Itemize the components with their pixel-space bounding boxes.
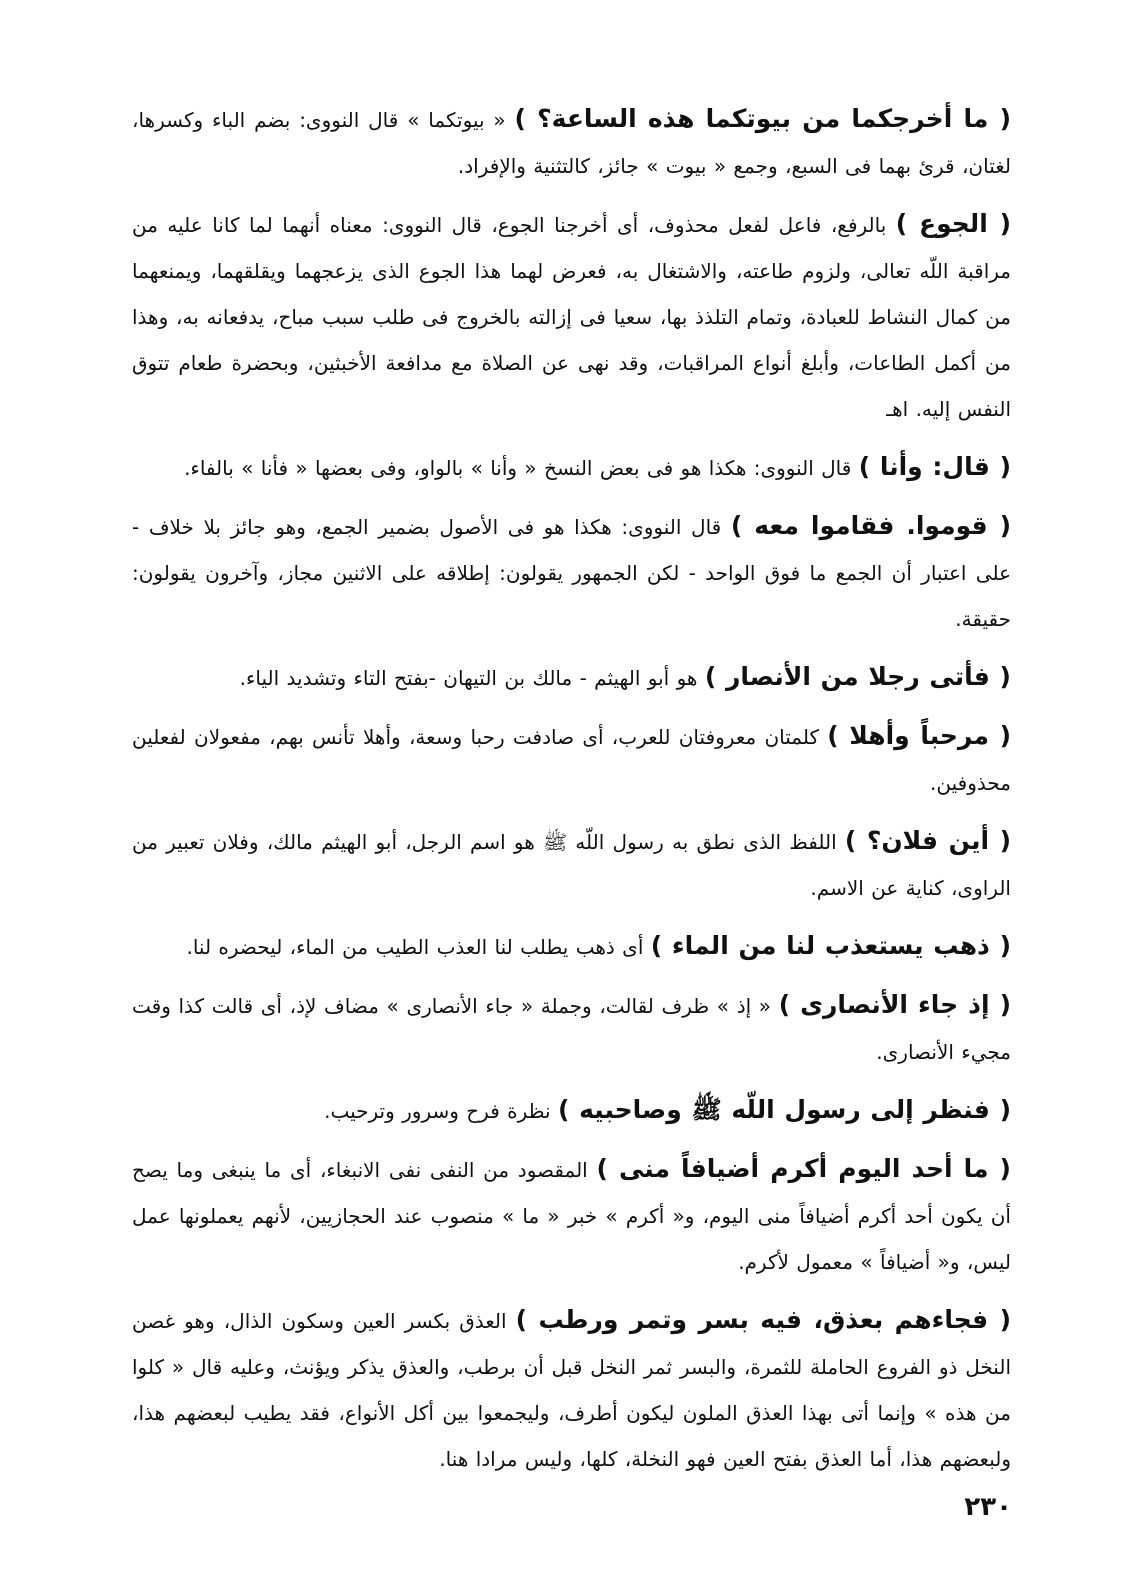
paragraph-3 (132, 444, 1011, 491)
paragraph-7 (132, 818, 1011, 911)
paragraph-5 (132, 654, 1011, 701)
paragraph-3-body: قال النووى: هكذا هو فى بعض النسخ « وأنا » بالواو، وفى بعضها « فأنا » بالفاء. (184, 456, 859, 480)
paragraph-1-body: « بيوتكما » قال النووى: بضم الباء وكسرها، لغتان، قرئ بهما فى السبع، وجمع « بيوت » جائز، كالتثنية والإفراد. (132, 108, 1011, 178)
paragraph-6-head: ( مرحباً وأهلا ) (827, 721, 1012, 750)
paragraph-11 (132, 1146, 1011, 1285)
paragraph-12-body: العذق بكسر العين وسكون الذال، وهو غصن النخل ذو الفروع الحاملة للثمرة، والبسر ثمر النخل قبل أن برطب، والعذق يذكر ويؤنث، وعليه قال « كلوا من هذه » وإنما أتى بهذا العذق الملون ليكون أطرف، وليجمعوا بين أكل الأنواع، فقد يطيب لبعضهم هذا، ولبعضهم هذا، أما العذق بفتح العين فهو النخلة، كلها، وليس مرادا هنا. (132, 1309, 1011, 1471)
paragraph-2-body: بالرفع، فاعل لفعل محذوف، أى أخرجنا الجوع، قال النووى: معناه أنهما لما كانا عليه من مراقبة اللّه تعالى، ولزوم طاعته، والاشتغال به، فعرض لهما هذا الجوع الذى يزعجهما ويقلقهما، ويمنعهما من كمال النشاط للعبادة، وتمام التلذذ بها، سعيا فى إزالته بالخروج فى طلب سبب مباح، يدفعانه به، وهذا من أكمل الطاعات، وأبلغ أنواع المراقبات، وقد نهى عن الصلاة مع مدافعة الأخبثين، وبحضرة طعام تتوق النفس إليه. اهـ (132, 213, 1011, 421)
paragraph-1 (132, 96, 1011, 189)
paragraph-7-body: اللفظ الذى نطق به رسول اللّه ﷺ هو اسم الرجل، أبو الهيثم مالك، وفلان تعبير من الراوى، كناية عن الاسم. (132, 830, 1011, 900)
paragraph-10-head: ( فنظر إلى رسول اللّه ﷺ وصاحبيه ) (557, 1095, 1011, 1124)
paragraph-12 (132, 1297, 1011, 1482)
page-number: ٢٣٠ (964, 1492, 1012, 1522)
paragraph-10 (132, 1087, 1011, 1134)
paragraph-4 (132, 503, 1011, 642)
paragraph-8-head: ( ذهب يستعذب لنا من الماء ) (650, 931, 1011, 960)
paragraph-5-head: ( فأتى رجلا من الأنصار ) (704, 662, 1011, 691)
paragraph-10-body: نظرة فرح وسرور وترحيب. (324, 1099, 558, 1123)
paragraph-7-head: ( أين فلان؟ ) (844, 826, 1012, 855)
paragraph-9-head: ( إذ جاء الأنصارى ) (778, 990, 1011, 1019)
paragraph-3-head: ( قال: وأنا ) (858, 452, 1011, 481)
paragraph-9-body: « إذ » ظرف لقالت، وجملة « جاء الأنصارى » مضاف لإذ، أى قالت كذا وقت مجيء الأنصارى. (132, 994, 1011, 1064)
paragraph-1-head: ( ما أخرجكما من بيوتكما هذه الساعة؟ ) (514, 104, 1012, 133)
paragraph-2-head: ( الجوع ) (895, 209, 1012, 238)
paragraph-4-head: ( قوموا. فقاموا معه ) (730, 511, 1011, 540)
paragraph-6 (132, 713, 1011, 806)
paragraph-11-body: المقصود من النفى نفى الانبغاء، أى ما ينبغى وما يصح أن يكون أحد أكرم أضيافاً منى اليوم، و« أكرم » خبر « ما » منصوب عند الحجازيين، لأنهم يعملونها عمل ليس، و« أضيافاً » معمول لأكرم. (132, 1158, 1011, 1274)
paragraph-6-body: كلمتان معروفتان للعرب، أى صادفت رحبا وسعة، وأهلا تأنس بهم، مفعولان لفعلين محذوفين. (132, 725, 1011, 795)
paragraph-8-body: أى ذهب يطلب لنا العذب الطيب من الماء، ليحضره لنا. (186, 935, 651, 959)
paragraph-8 (132, 923, 1011, 970)
paragraph-4-body: قال النووى: هكذا هو فى الأصول بضمير الجمع، وهو جائز بلا خلاف - على اعتبار أن الجمع ما فوق الواحد - لكن الجمهور يقولون: إطلاقه على الاثنين مجاز، وآخرون يقولون: حقيقة. (132, 515, 1011, 631)
paragraph-2 (132, 201, 1011, 432)
paragraph-12-head: ( فجاءهم بعذق، فيه بسر وتمر ورطب ) (515, 1305, 1011, 1334)
paragraph-11-head: ( ما أحد اليوم أكرم أضيافاً منى ) (596, 1154, 1011, 1183)
paragraph-5-body: هو أبو الهيثم - مالك بن التيهان -بفتح التاء وتشديد الياء. (239, 666, 705, 690)
paragraph-9 (132, 982, 1011, 1075)
